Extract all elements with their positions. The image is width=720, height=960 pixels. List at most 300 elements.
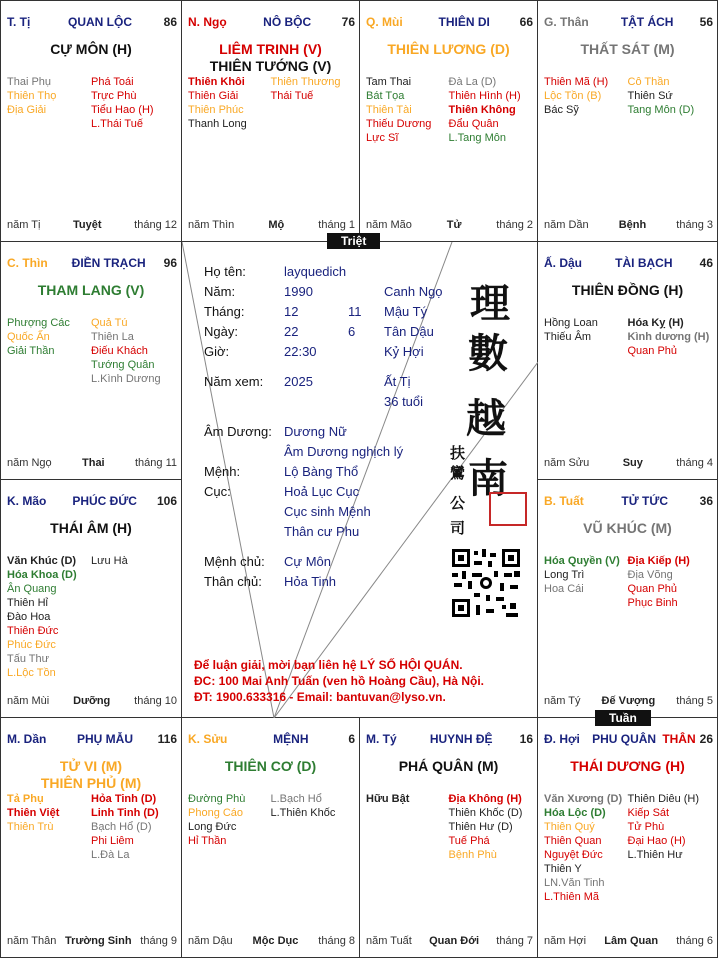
palace-number: 56 bbox=[699, 15, 713, 29]
minor-star: L.Thiên Hư bbox=[627, 849, 683, 861]
minor-star: Phục Binh bbox=[627, 597, 678, 609]
minor-star: Hữu Bật bbox=[366, 793, 410, 805]
palace-name: PHỤ MẪU bbox=[76, 732, 133, 746]
info-label: Giờ: bbox=[204, 344, 230, 359]
palace-stage: Đế Vượng bbox=[601, 695, 656, 707]
palace-dan bbox=[0, 718, 182, 958]
minor-star: Địa Không (H) bbox=[448, 793, 522, 805]
menh-value: Lộ Bàng Thổ bbox=[284, 464, 359, 479]
info-label: Họ tên: bbox=[204, 264, 246, 279]
stars-right-column bbox=[628, 75, 712, 117]
minor-star: Địa Giải bbox=[7, 104, 47, 116]
minor-star: Tuế Phá bbox=[448, 835, 490, 847]
stars-left-column bbox=[7, 75, 91, 131]
stars-right-column bbox=[449, 75, 532, 145]
palace-month: tháng 4 bbox=[676, 457, 713, 469]
calligraphy-char-1: 理 bbox=[470, 280, 510, 327]
palace-stage: Bệnh bbox=[618, 219, 647, 231]
minor-star: Thiên Khốc (D) bbox=[448, 807, 523, 819]
palace-number: 46 bbox=[699, 256, 713, 270]
info-canchi: Canh Ngọ bbox=[384, 284, 443, 299]
minor-star: Đẩu Quân bbox=[448, 118, 499, 130]
minor-star: Địa Võng bbox=[627, 569, 673, 581]
minor-star: Văn Xương (D) bbox=[544, 793, 623, 805]
minor-star: Tiểu Hao (H) bbox=[91, 104, 154, 116]
minor-star: L.Kình Dương bbox=[91, 373, 161, 385]
minor-star: Hóa Kỵ (H) bbox=[627, 317, 684, 329]
palace-mui bbox=[360, 0, 538, 242]
palace-suu bbox=[182, 718, 360, 958]
minor-star: Địa Kiếp (H) bbox=[627, 555, 690, 567]
palace-footer bbox=[7, 695, 177, 707]
cuc-note: Cục sinh Mệnh bbox=[284, 504, 371, 519]
minor-star: Phá Toái bbox=[91, 76, 134, 88]
palace-header bbox=[188, 15, 355, 29]
minor-star: L.Thiên Mã bbox=[544, 891, 600, 903]
info-value: 1990 bbox=[284, 284, 313, 299]
main-stars bbox=[1, 758, 181, 792]
minor-stars bbox=[188, 792, 353, 848]
main-stars bbox=[182, 41, 359, 75]
menh-chu-label: Mệnh chủ: bbox=[204, 554, 265, 569]
minor-star: Tử Phù bbox=[627, 821, 665, 833]
minor-star: Điếu Khách bbox=[91, 345, 148, 357]
palace-month: tháng 2 bbox=[496, 219, 533, 231]
small-char-4: 司 bbox=[450, 519, 466, 537]
palace-month: tháng 3 bbox=[676, 219, 713, 231]
stars-right-column bbox=[628, 792, 712, 904]
palace-name: TỬ TỨC bbox=[621, 494, 668, 508]
minor-star: Hóa Quyền (V) bbox=[544, 555, 620, 567]
palace-year: năm Sửu bbox=[544, 457, 590, 469]
palace-name: HUYNH ĐỆ bbox=[429, 732, 493, 746]
stars-right-column bbox=[91, 316, 175, 386]
palace-number: 76 bbox=[341, 15, 355, 29]
palace-branch: M. Dần bbox=[7, 732, 47, 746]
minor-star: Thiên Hư (D) bbox=[448, 821, 513, 833]
minor-stars bbox=[188, 75, 353, 131]
palace-year: năm Tị bbox=[7, 219, 41, 231]
minor-star: Hóa Khoa (D) bbox=[7, 569, 77, 581]
palace-than bbox=[538, 0, 718, 242]
contact-line-3: ĐT: 1900.633316 - Email: bantuvan@lyso.vn. bbox=[194, 690, 446, 704]
minor-star: Hoa Cái bbox=[544, 583, 584, 595]
palace-header bbox=[366, 732, 533, 746]
palace-branch: K. Mão bbox=[7, 494, 47, 508]
main-stars bbox=[182, 758, 359, 775]
palace-branch: Đ. Hợi bbox=[544, 732, 580, 746]
palace-stage: Suy bbox=[622, 457, 643, 469]
palace-tuat bbox=[538, 480, 718, 718]
palace-branch: B. Tuất bbox=[544, 494, 584, 508]
main-star: THIÊN TƯỚNG (V) bbox=[209, 58, 332, 74]
main-star: THIÊN ĐỒNG (H) bbox=[571, 282, 684, 298]
minor-star: Thiên Khôi bbox=[188, 76, 245, 88]
minor-star: Bát Tọa bbox=[366, 90, 405, 102]
minor-star: L.Thiên Khốc bbox=[270, 807, 336, 819]
info-label: Tháng: bbox=[204, 304, 245, 319]
minor-star: Bạch Hổ (D) bbox=[91, 821, 152, 833]
minor-stars bbox=[544, 792, 711, 904]
contact-line-2: ĐC: 100 Mai Anh Tuấn (ven hồ Hoàng Cầu), Hà Nội. bbox=[194, 674, 485, 688]
main-star: VŨ KHÚC (M) bbox=[583, 520, 672, 536]
minor-star: L.Lộc Tồn bbox=[7, 667, 56, 679]
stars-left-column bbox=[188, 75, 271, 131]
minor-star: Văn Khúc (D) bbox=[7, 555, 77, 567]
main-stars bbox=[1, 41, 181, 58]
stars-right-column bbox=[628, 554, 712, 610]
palace-header bbox=[366, 15, 533, 29]
calligraphy-char-4: 南 bbox=[468, 455, 508, 502]
main-star: TỬ VI (M) bbox=[59, 758, 123, 774]
palace-footer bbox=[188, 935, 355, 947]
palace-year: năm Ngọ bbox=[7, 457, 52, 469]
minor-star: Phi Liêm bbox=[91, 835, 134, 847]
palace-year: năm Dậu bbox=[188, 935, 233, 947]
minor-star: Đào Hoa bbox=[7, 611, 51, 623]
info-value: 12 bbox=[284, 304, 299, 319]
palace-branch: K. Sửu bbox=[188, 732, 228, 746]
red-seal-stamp bbox=[489, 492, 527, 526]
minor-star: Quan Phủ bbox=[627, 583, 678, 595]
minor-star: Đại Hao (H) bbox=[627, 835, 686, 847]
center-info-panel bbox=[182, 242, 538, 718]
minor-star: Thiếu Dương bbox=[366, 118, 432, 130]
minor-star: Bác Sỹ bbox=[544, 104, 579, 116]
palace-header bbox=[544, 15, 713, 29]
calligraphy-char-2: 數 bbox=[468, 330, 508, 377]
stars-left-column bbox=[7, 792, 91, 862]
minor-star: Tấu Thư bbox=[7, 653, 50, 665]
palace-number: 16 bbox=[519, 732, 533, 746]
palace-header bbox=[188, 732, 355, 746]
minor-star: Thanh Long bbox=[188, 118, 247, 130]
palace-stage: Dưỡng bbox=[73, 695, 111, 707]
minor-stars bbox=[366, 75, 531, 145]
main-star: LIÊM TRINH (V) bbox=[219, 41, 322, 57]
palace-stage: Lâm Quan bbox=[604, 935, 659, 947]
palace-month: tháng 1 bbox=[318, 219, 355, 231]
palace-header bbox=[7, 732, 177, 746]
main-star: THAM LANG (V) bbox=[37, 282, 145, 298]
minor-star: Đà La (D) bbox=[448, 76, 497, 88]
stars-left-column bbox=[7, 316, 91, 386]
stars-left-column bbox=[366, 75, 449, 145]
minor-star: Quả Tú bbox=[91, 317, 128, 329]
main-stars bbox=[538, 282, 717, 299]
minor-star: Thiên Phúc bbox=[188, 104, 244, 116]
cuc-value: Hoả Lục Cục bbox=[284, 484, 360, 499]
minor-star: LN.Văn Tinh bbox=[544, 877, 605, 889]
minor-star: Hỏa Tinh (D) bbox=[91, 793, 157, 805]
stars-right-column bbox=[628, 316, 712, 358]
palace-month: tháng 8 bbox=[318, 935, 355, 947]
palace-header bbox=[544, 732, 713, 746]
palace-year: năm Thìn bbox=[188, 219, 235, 231]
main-star: PHÁ QUÂN (M) bbox=[398, 758, 499, 774]
minor-star: Quốc Ấn bbox=[7, 331, 50, 343]
palace-stage: Thai bbox=[82, 457, 105, 469]
minor-stars bbox=[544, 554, 711, 610]
main-star: THẤT SÁT (M) bbox=[580, 41, 675, 57]
main-stars bbox=[538, 520, 717, 537]
palace-header bbox=[7, 256, 177, 270]
palace-stage: Tuyệt bbox=[73, 219, 102, 231]
minor-star: Nguyệt Đức bbox=[544, 849, 603, 861]
main-stars bbox=[360, 41, 537, 58]
palace-year: năm Tuất bbox=[366, 935, 412, 947]
info-label: Năm xem: bbox=[204, 374, 264, 389]
minor-star: Phong Cáo bbox=[188, 807, 244, 819]
minor-star: Long Đức bbox=[188, 821, 237, 833]
main-star: THÁI ÂM (H) bbox=[50, 520, 132, 536]
main-stars bbox=[1, 520, 181, 537]
stars-right-column bbox=[271, 75, 354, 131]
qr-code-icon bbox=[450, 547, 522, 619]
palace-footer bbox=[7, 219, 177, 231]
palace-thin bbox=[0, 242, 182, 480]
am-duong-note: Âm Dương nghịch lý bbox=[284, 444, 404, 459]
palace-year: năm Hợi bbox=[544, 935, 587, 947]
palace-header bbox=[544, 494, 713, 508]
minor-star: Thiên La bbox=[91, 331, 134, 343]
palace-hoi bbox=[538, 718, 718, 958]
palace-footer bbox=[7, 935, 177, 947]
minor-star: Thiên Y bbox=[544, 863, 582, 875]
minor-star: Long Trì bbox=[544, 569, 585, 581]
minor-star: Thiên Tài bbox=[366, 104, 412, 116]
minor-star: Lưu Hà bbox=[91, 555, 128, 567]
palace-stage: Mộc Dục bbox=[252, 935, 299, 947]
palace-ngo bbox=[182, 0, 360, 242]
info-value: 2025 bbox=[284, 374, 313, 389]
minor-star: Hồng Loan bbox=[544, 317, 598, 329]
minor-star: Thiên Thương bbox=[270, 76, 341, 88]
minor-star: Thiên Hình (H) bbox=[448, 90, 521, 102]
than-cu-note: Thân cư Phu bbox=[284, 524, 360, 539]
minor-star: Phúc Đức bbox=[7, 639, 56, 651]
minor-star: Thiên Thọ bbox=[7, 90, 57, 102]
minor-star: Tướng Quân bbox=[91, 359, 155, 371]
minor-star: Thiên Diêu (H) bbox=[627, 793, 700, 805]
palace-dau bbox=[538, 242, 718, 480]
minor-star: L.Thái Tuế bbox=[91, 118, 143, 130]
minor-star: Thai Phụ bbox=[7, 76, 52, 88]
palace-branch: M. Tý bbox=[366, 732, 397, 746]
palace-branch: Q. Mùi bbox=[366, 15, 403, 29]
stars-right-column bbox=[449, 792, 532, 862]
palace-footer bbox=[7, 457, 177, 469]
info-label: Năm: bbox=[204, 284, 236, 299]
minor-stars bbox=[7, 792, 175, 862]
palace-header bbox=[544, 256, 713, 270]
palace-year: năm Dần bbox=[544, 219, 589, 231]
palace-branch: Ấ. Dậu bbox=[544, 256, 583, 270]
minor-star: Thiên Không bbox=[448, 104, 516, 116]
minor-star: Kiếp Sát bbox=[627, 807, 670, 819]
stars-right-column bbox=[91, 75, 175, 131]
minor-star: Lực Sĩ bbox=[366, 132, 399, 144]
main-star: CỰ MÔN (H) bbox=[50, 41, 132, 57]
palace-stage: Mộ bbox=[268, 219, 285, 231]
minor-star: Thiên Mã (H) bbox=[544, 76, 609, 88]
palace-branch: N. Ngọ bbox=[188, 15, 227, 29]
small-char-2: 鸞 bbox=[450, 464, 466, 482]
palace-name: PHU QUÂN bbox=[592, 732, 657, 746]
stars-left-column bbox=[544, 792, 628, 904]
main-stars bbox=[538, 41, 717, 58]
palace-name: QUAN LỘC bbox=[67, 15, 132, 29]
minor-stars bbox=[366, 792, 531, 862]
minor-star: Đường Phù bbox=[188, 793, 246, 805]
minor-star: Thiên Việt bbox=[7, 807, 60, 819]
palace-footer bbox=[366, 935, 533, 947]
minor-star: Tả Phụ bbox=[7, 793, 44, 805]
than-marker: THÂN bbox=[662, 732, 696, 746]
minor-star: Tang Môn (D) bbox=[627, 104, 695, 116]
stars-left-column bbox=[7, 554, 91, 680]
palace-name: ĐIỀN TRẠCH bbox=[71, 256, 146, 270]
main-star: THÁI DƯƠNG (H) bbox=[570, 758, 685, 774]
info-canchi: 36 tuổi bbox=[384, 394, 424, 409]
minor-star: Thiên Giải bbox=[188, 90, 239, 102]
minor-star: Thiên Hỉ bbox=[7, 597, 48, 609]
palace-month: tháng 9 bbox=[140, 935, 177, 947]
minor-star: Quan Phủ bbox=[627, 345, 678, 357]
info-canchi: Kỷ Hợi bbox=[384, 344, 424, 359]
palace-footer bbox=[544, 935, 713, 947]
palace-number: 106 bbox=[156, 494, 177, 508]
minor-star: Thiên Sứ bbox=[627, 90, 673, 102]
minor-star: Kình dương (H) bbox=[627, 331, 710, 343]
minor-star: L.Tang Môn bbox=[448, 132, 506, 144]
palace-number: 116 bbox=[157, 732, 177, 746]
main-star: THIÊN CƠ (D) bbox=[224, 758, 317, 774]
minor-star: L.Bạch Hổ bbox=[270, 793, 322, 805]
palace-name: MỆNH bbox=[273, 732, 309, 746]
palace-footer bbox=[366, 219, 533, 231]
palace-ty bbox=[360, 718, 538, 958]
minor-star: Thiên Đức bbox=[7, 625, 59, 637]
minor-star: Thiên Quý bbox=[544, 821, 595, 833]
stars-right-column bbox=[91, 554, 175, 680]
minor-stars bbox=[7, 316, 175, 386]
minor-star: Thái Tuế bbox=[270, 90, 314, 102]
minor-stars bbox=[544, 75, 711, 117]
stars-left-column bbox=[544, 75, 628, 117]
minor-star: Bệnh Phù bbox=[448, 849, 497, 861]
cuc-label: Cục: bbox=[204, 484, 231, 499]
palace-month: tháng 11 bbox=[134, 457, 177, 469]
palace-number: 66 bbox=[519, 15, 533, 29]
triet-tag: Triệt bbox=[327, 233, 380, 249]
palace-name: NÔ BỘC bbox=[263, 15, 312, 29]
info-value: layquedich bbox=[284, 264, 347, 279]
stars-left-column bbox=[188, 792, 271, 848]
palace-month: tháng 7 bbox=[496, 935, 533, 947]
info-label: Ngày: bbox=[204, 324, 238, 339]
palace-month: tháng 5 bbox=[676, 695, 713, 707]
stars-right-column bbox=[91, 792, 175, 862]
palace-number: 96 bbox=[163, 256, 177, 270]
minor-star: Thiên Quan bbox=[544, 835, 602, 847]
menh-label: Mệnh: bbox=[204, 464, 241, 479]
palace-branch: C. Thìn bbox=[7, 256, 48, 270]
palace-name: PHÚC ĐỨC bbox=[72, 494, 137, 508]
palace-year: năm Mão bbox=[366, 219, 412, 231]
palace-name: THIÊN DI bbox=[438, 15, 490, 29]
minor-star: Ân Quang bbox=[7, 583, 57, 595]
palace-stage: Trường Sinh bbox=[65, 935, 132, 947]
menh-chu-value: Cự Môn bbox=[284, 554, 331, 569]
info-value: 22 bbox=[284, 324, 299, 339]
minor-star: Lộc Tồn (B) bbox=[544, 90, 602, 102]
tuan-tag: Tuần bbox=[595, 710, 651, 726]
main-stars bbox=[360, 758, 537, 775]
palace-number: 6 bbox=[348, 732, 355, 746]
palace-number: 26 bbox=[699, 732, 713, 746]
palace-month: tháng 12 bbox=[134, 219, 177, 231]
palace-number: 86 bbox=[163, 15, 177, 29]
info-value: 22:30 bbox=[284, 344, 317, 359]
palace-ti bbox=[0, 0, 182, 242]
palace-branch: T. Tị bbox=[7, 15, 31, 29]
am-duong-label: Âm Dương: bbox=[204, 424, 272, 439]
palace-footer bbox=[188, 219, 355, 231]
stars-left-column bbox=[544, 316, 628, 358]
main-stars bbox=[1, 282, 181, 299]
minor-stars bbox=[7, 75, 175, 131]
minor-star: Thiên Trù bbox=[7, 821, 54, 833]
palace-header bbox=[7, 494, 177, 508]
minor-star: Hóa Lộc (D) bbox=[544, 807, 606, 819]
minor-star: Hỉ Thần bbox=[188, 835, 227, 847]
stars-left-column bbox=[366, 792, 449, 862]
minor-star: Thiếu Âm bbox=[544, 331, 592, 343]
minor-star: Trực Phù bbox=[91, 90, 137, 102]
minor-star: Linh Tinh (D) bbox=[91, 807, 159, 819]
minor-stars bbox=[7, 554, 175, 680]
palace-number: 36 bbox=[699, 494, 713, 508]
calligraphy-char-3: 越 bbox=[466, 395, 506, 442]
palace-month: tháng 10 bbox=[134, 695, 177, 707]
palace-footer bbox=[544, 219, 713, 231]
info-canchi: Mậu Tý bbox=[384, 304, 428, 319]
minor-star: Cô Thần bbox=[627, 76, 670, 88]
than-chu-value: Hỏa Tinh bbox=[284, 574, 337, 589]
minor-star: Giải Thần bbox=[7, 345, 55, 357]
palace-footer bbox=[544, 695, 713, 707]
info-lunar-value: 11 bbox=[348, 304, 362, 319]
palace-year: năm Tý bbox=[544, 695, 581, 707]
info-canchi: Tân Dậu bbox=[384, 324, 434, 339]
stars-left-column bbox=[544, 554, 628, 610]
palace-mao bbox=[0, 480, 182, 718]
palace-year: năm Mùi bbox=[7, 695, 50, 707]
minor-star: Phượng Các bbox=[7, 317, 70, 329]
small-char-3: 公 bbox=[450, 494, 466, 512]
minor-star: L.Đà La bbox=[91, 849, 130, 861]
palace-name: TẬT ÁCH bbox=[620, 15, 674, 29]
palace-year: năm Thân bbox=[7, 935, 57, 947]
main-stars bbox=[538, 758, 717, 775]
info-lunar-value: 6 bbox=[348, 324, 356, 339]
stars-right-column bbox=[271, 792, 354, 848]
palace-stage: Quan Đới bbox=[429, 935, 480, 947]
palace-footer bbox=[544, 457, 713, 469]
palace-branch: G. Thân bbox=[544, 15, 589, 29]
palace-month: tháng 6 bbox=[676, 935, 713, 947]
